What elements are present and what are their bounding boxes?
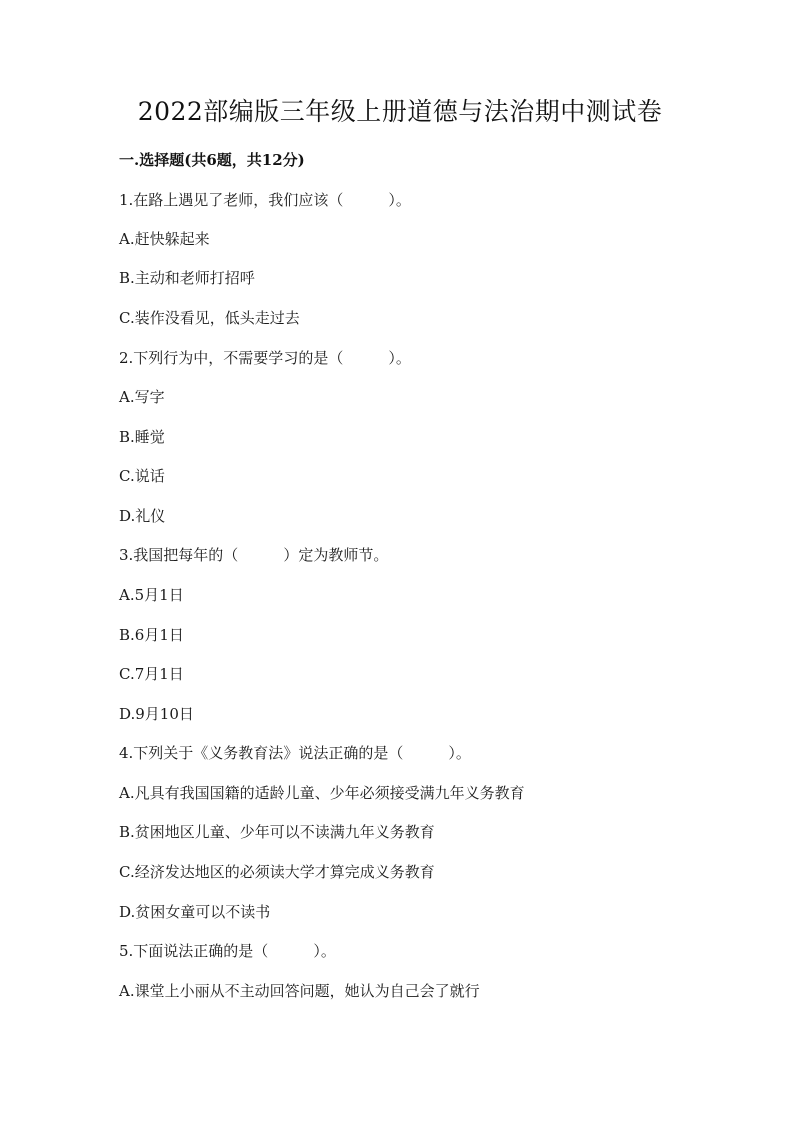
question-5-option-a: A.课堂上小丽从不主动回答问题，她认为自己会了就行 <box>119 982 480 1000</box>
question-2-option-a: A.写字 <box>119 388 165 406</box>
question-4-option-d: D.贫困女童可以不读书 <box>119 903 271 921</box>
question-3-option-b: B.6月1日 <box>119 626 184 644</box>
question-4-option-a: A.凡具有我国国籍的适龄儿童、少年必须接受满九年义务教育 <box>119 784 525 802</box>
question-2: 2.下列行为中，不需要学习的是（ ）。 <box>119 349 411 367</box>
question-1-option-c: C.装作没看见，低头走过去 <box>119 309 300 327</box>
question-3-option-a: A.5月1日 <box>119 586 184 604</box>
question-1-option-b: B.主动和老师打招呼 <box>119 269 255 287</box>
question-1-option-a: A.赶快躲起来 <box>119 230 210 248</box>
question-4: 4.下列关于《义务教育法》说法正确的是（ ）。 <box>119 744 471 762</box>
question-4-option-c: C.经济发达地区的必须读大学才算完成义务教育 <box>119 863 435 881</box>
question-4-option-b: B.贫困地区儿童、少年可以不读满九年义务教育 <box>119 823 435 841</box>
question-3: 3.我国把每年的（ ）定为教师节。 <box>119 546 389 564</box>
question-2-option-b: B.睡觉 <box>119 428 165 446</box>
section-heading: 一.选择题(共6题，共12分) <box>119 151 305 169</box>
question-2-option-c: C.说话 <box>119 467 165 485</box>
question-2-option-d: D.礼仪 <box>119 507 166 525</box>
question-5: 5.下面说法正确的是（ ）。 <box>119 942 336 960</box>
question-3-option-c: C.7月1日 <box>119 665 184 683</box>
question-1: 1.在路上遇见了老师，我们应该（ ）。 <box>119 191 411 209</box>
question-3-option-d: D.9月10日 <box>119 705 194 723</box>
exam-title: 2022部编版三年级上册道德与法治期中测试卷 <box>137 97 663 126</box>
